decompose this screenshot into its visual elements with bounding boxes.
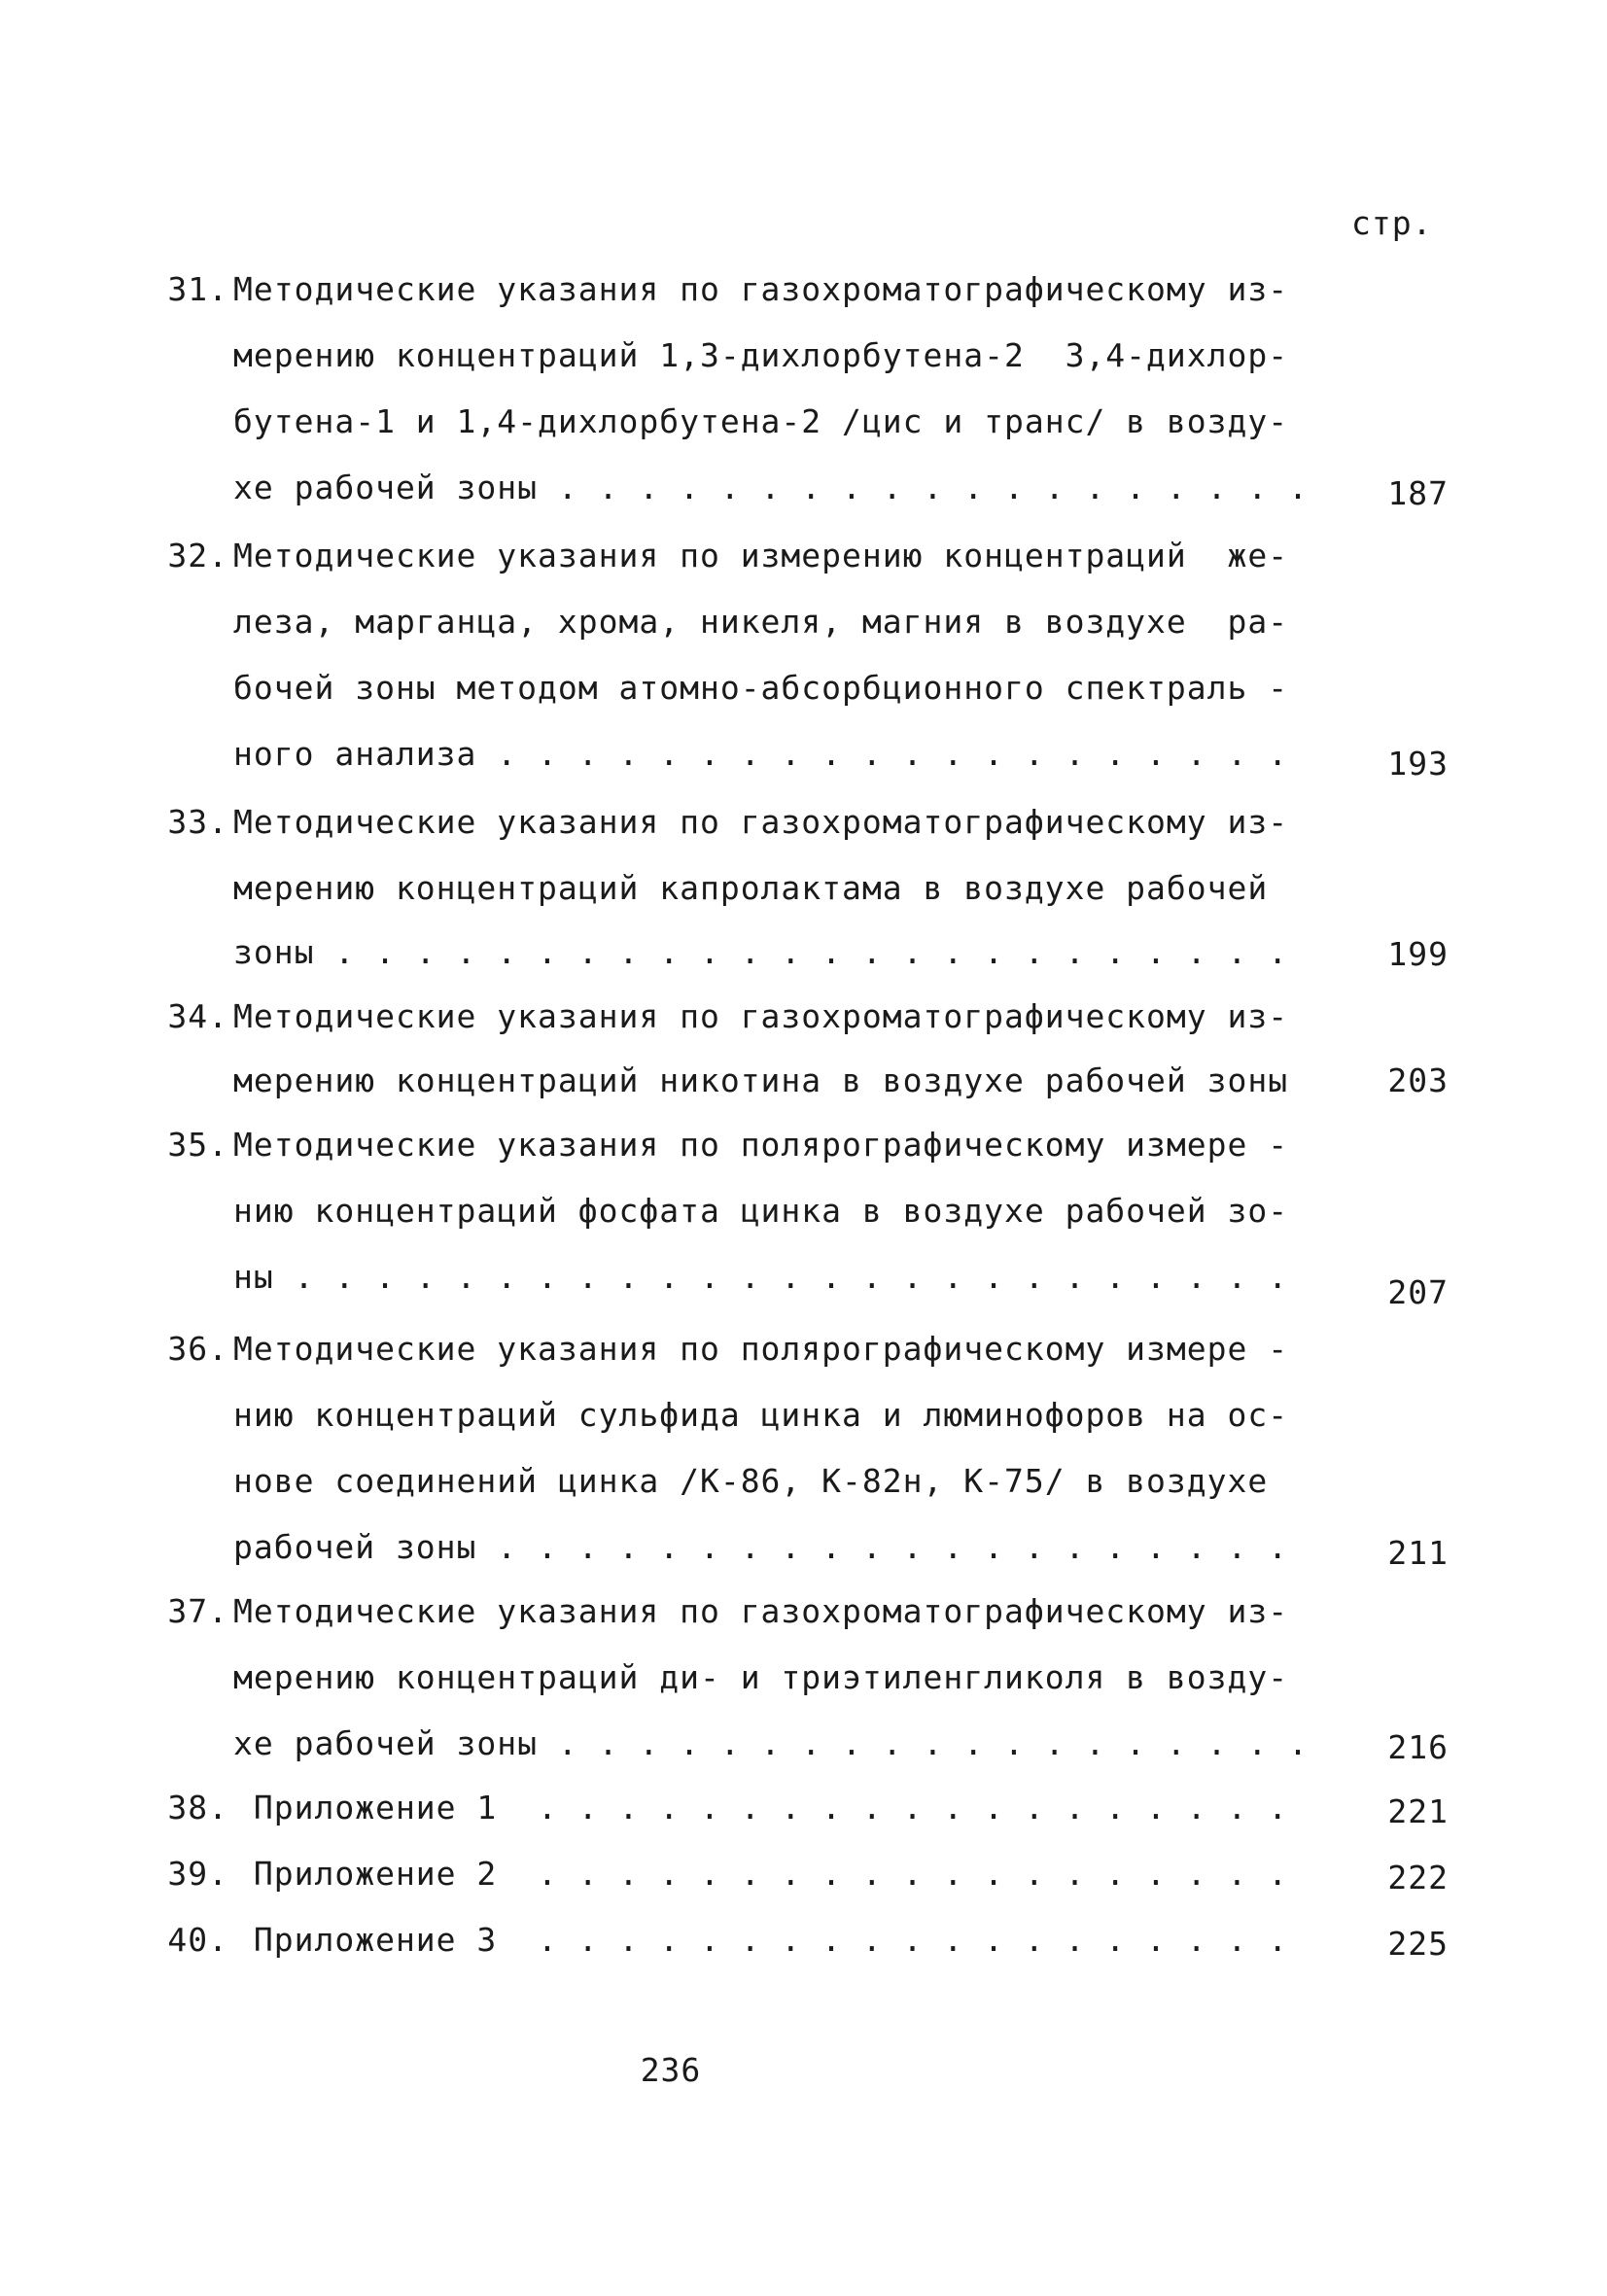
entry-page: 207 xyxy=(1387,1273,1449,1311)
entry-line: мерению концентраций капролактама в воздухе рабочей xyxy=(233,869,1269,907)
entry-page: 199 xyxy=(1387,935,1449,973)
entry-line: рабочей зоны . . . . . . . . . . . . . . . . . . . . xyxy=(233,1528,1289,1566)
entry-line: мерению концентраций ди- и триэтиленгликоля в возду- xyxy=(233,1658,1289,1696)
entry-line: ны . . . . . . . . . . . . . . . . . . . . . . . . . xyxy=(233,1258,1289,1296)
entry-line: Методические указания по измерению концентраций же- xyxy=(233,537,1289,574)
entry-page: 187 xyxy=(1387,474,1449,512)
entry-line: зоны . . . . . . . . . . . . . . . . . . . . . . . . xyxy=(233,933,1289,971)
entry-line: нию концентраций фосфата цинка в воздухе рабочей зо- xyxy=(233,1192,1289,1230)
entry-line: Методические указания по газохроматографическому из- xyxy=(233,803,1289,841)
entry-page: 203 xyxy=(1387,1061,1449,1099)
entry-line: Методические указания по газохроматографическому из- xyxy=(233,997,1289,1035)
entry-number: 32. xyxy=(167,537,228,574)
entry-page: 222 xyxy=(1387,1859,1449,1896)
entry-number: 39. xyxy=(167,1855,228,1893)
entry-number: 33. xyxy=(167,803,228,841)
entry-line: нове соединений цинка /К-86, К-82н, К-75/ в воздухе xyxy=(233,1462,1269,1500)
entry-number: 31. xyxy=(167,270,228,308)
entry-line: Приложение 1 . . . . . . . . . . . . . . . . . . . xyxy=(233,1789,1289,1826)
entry-number: 37. xyxy=(167,1592,228,1630)
page-column-header: стр. xyxy=(1351,204,1433,242)
entry-number: 36. xyxy=(167,1330,228,1368)
entry-line: Приложение 3 . . . . . . . . . . . . . . . . . . . xyxy=(233,1921,1289,1959)
entry-page: 211 xyxy=(1387,1534,1449,1572)
entry-number: 38. xyxy=(167,1789,228,1826)
entry-line: бочей зоны методом атомно-абсорбционного спектраль - xyxy=(233,669,1289,707)
entry-number: 40. xyxy=(167,1921,228,1959)
entry-line: Методические указания по полярографическому измере - xyxy=(233,1330,1289,1368)
entry-number: 35. xyxy=(167,1126,228,1164)
entry-page: 221 xyxy=(1387,1792,1449,1830)
entry-line: нию концентраций сульфида цинка и люминофоров на ос- xyxy=(233,1396,1289,1434)
entry-page: 225 xyxy=(1387,1925,1449,1963)
entry-line: хе рабочей зоны . . . . . . . . . . . . . . . . . . . xyxy=(233,1724,1309,1762)
entry-page: 193 xyxy=(1387,745,1449,783)
entry-line: мерению концентраций никотина в воздухе рабочей зоны xyxy=(233,1061,1289,1099)
entry-line: Методические указания по газохроматографическому из- xyxy=(233,1592,1289,1630)
page-number: 236 xyxy=(640,2051,702,2089)
entry-line: Методические указания по газохроматографическому из- xyxy=(233,270,1289,308)
entry-line: хе рабочей зоны . . . . . . . . . . . . . . . . . . . xyxy=(233,469,1309,506)
entry-line: ного анализа . . . . . . . . . . . . . . . . . . . . xyxy=(233,735,1289,773)
entry-line: леза, марганца, хрома, никеля, магния в воздухе ра- xyxy=(233,603,1289,641)
entry-page: 216 xyxy=(1387,1728,1449,1766)
entry-line: мерению концентраций 1,3-дихлорбутена-2 3,4-дихлор- xyxy=(233,336,1289,374)
entry-line: Приложение 2 . . . . . . . . . . . . . . . . . . . xyxy=(233,1855,1289,1893)
entry-line: бутена-1 и 1,4-дихлорбутена-2 /цис и транс/ в возду- xyxy=(233,402,1289,440)
entry-number: 34. xyxy=(167,997,228,1035)
entry-line: Методические указания по полярографическому измере - xyxy=(233,1126,1289,1164)
